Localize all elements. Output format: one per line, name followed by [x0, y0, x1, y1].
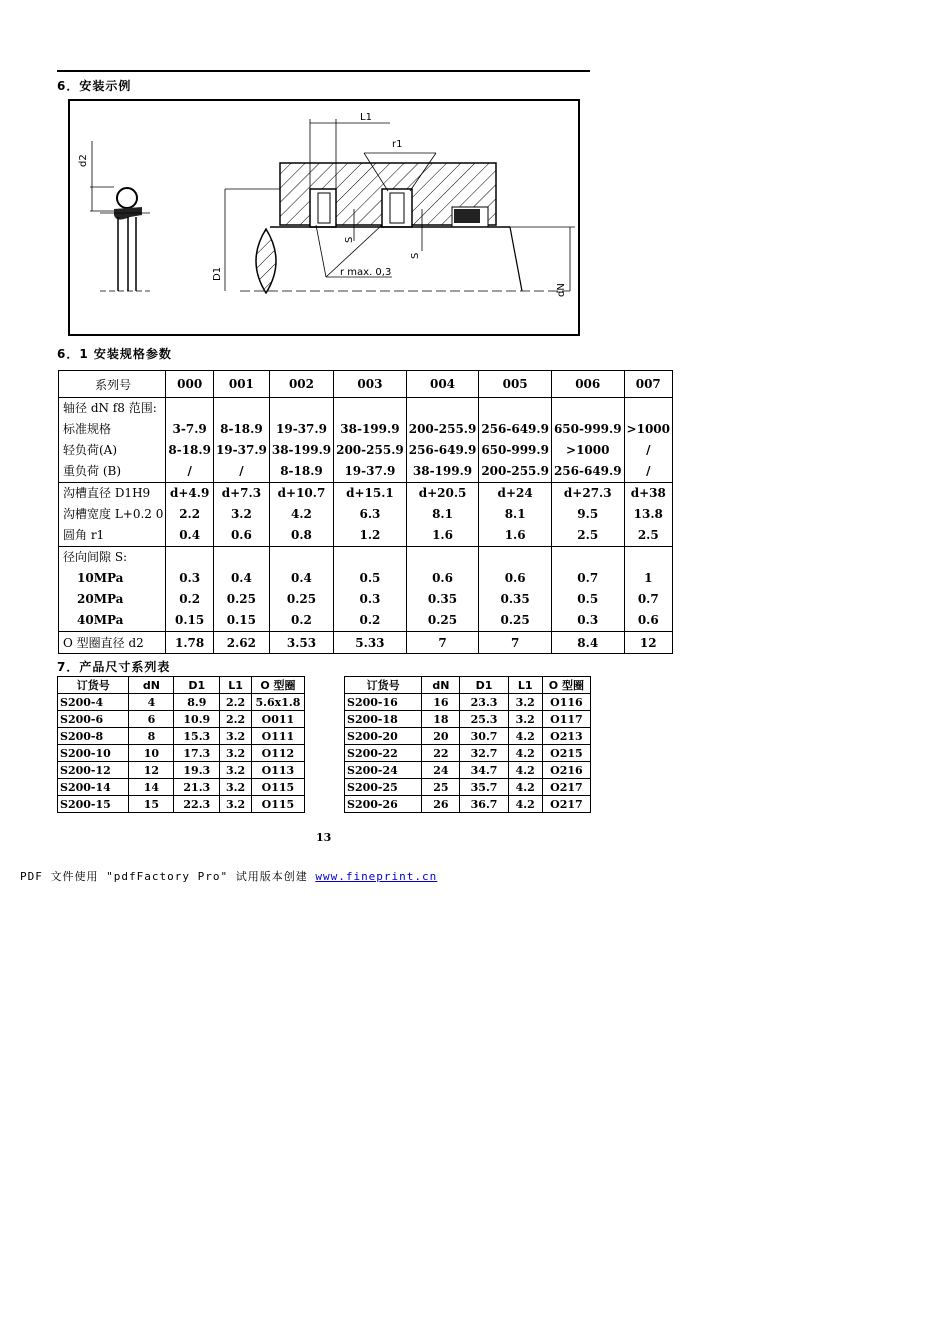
- product-table-right-body: [345, 694, 591, 813]
- row-label: 重负荷 (B): [63, 464, 121, 478]
- value-cell: d+4.9 2.2 0.4: [166, 483, 214, 547]
- header-cell: L1: [220, 677, 252, 694]
- header-cell: 004: [406, 371, 479, 398]
- row-label: 沟槽直径 D1H9: [63, 486, 151, 500]
- table-cell: 14: [129, 779, 174, 796]
- table-cell: O112: [251, 745, 304, 762]
- row-label: 40MPa: [77, 613, 124, 627]
- table-row: [58, 745, 305, 762]
- table-row: [345, 779, 591, 796]
- table-cell: S200-24: [345, 762, 422, 779]
- table-cell: S200-6: [58, 711, 129, 728]
- table-cell: 2.2: [220, 711, 252, 728]
- value-cell: 0.6 0.35 0.25: [479, 547, 552, 632]
- header-cell: 订货号: [58, 677, 129, 694]
- value-cell: 12: [624, 632, 672, 654]
- table-cell: 36.7: [460, 796, 508, 813]
- table-cell: 3.2: [508, 694, 542, 711]
- section-heading-install-spec: 6．1 安装规格参数: [57, 347, 172, 361]
- table-cell: 22: [422, 745, 460, 762]
- groove-row: [59, 483, 673, 547]
- product-header-row: [58, 677, 305, 694]
- value-cell: 8-18.9 19-37.9 /: [213, 398, 269, 483]
- value-cell: 7: [479, 632, 552, 654]
- header-cell: O 型圈: [542, 677, 590, 694]
- row-label: 20MPa: [77, 592, 124, 606]
- value-cell: 200-255.9 256-649.9 38-199.9: [406, 398, 479, 483]
- value-cell: 0.4 0.25 0.2: [269, 547, 333, 632]
- label-rmax: r max. 0,3: [340, 267, 392, 278]
- header-cell: L1: [508, 677, 542, 694]
- table-cell: O216: [542, 762, 590, 779]
- value-cell: 7: [406, 632, 479, 654]
- table-cell: 10.9: [174, 711, 220, 728]
- shaft-range-title: 轴径 dN f8 范围:: [63, 401, 157, 415]
- table-cell: 24: [422, 762, 460, 779]
- value-cell: 256-649.9 650-999.9 200-255.9: [479, 398, 552, 483]
- value-cell: d+27.3 9.5 2.5: [551, 483, 624, 547]
- table-cell: 12: [129, 762, 174, 779]
- table-cell: 3.2: [508, 711, 542, 728]
- page-number: 13: [316, 831, 332, 844]
- value-cell: d+15.1 6.3 1.2: [334, 483, 407, 547]
- header-cell: dN: [422, 677, 460, 694]
- table-cell: O115: [251, 796, 304, 813]
- groove-labels: [59, 483, 166, 547]
- row-label: 标准规格: [63, 422, 112, 436]
- section-heading-product-sizes: 7．产品尺寸系列表: [57, 660, 171, 674]
- row-label: 轻负荷(A): [63, 443, 118, 457]
- table-cell: 30.7: [460, 728, 508, 745]
- table-cell: 3.2: [220, 779, 252, 796]
- top-rule: [57, 70, 590, 72]
- row-label: 沟槽宽度 L+0.2 0: [63, 507, 164, 521]
- value-cell: 0.6 0.35 0.25: [406, 547, 479, 632]
- table-cell: S200-8: [58, 728, 129, 745]
- installation-drawing: [68, 99, 580, 336]
- value-cell: 5.33: [334, 632, 407, 654]
- value-cell: 650-999.9 >1000 256-649.9: [551, 398, 624, 483]
- section-heading-install-example: 6．安装示例: [57, 79, 132, 93]
- value-cell: d+20.5 8.1 1.6: [406, 483, 479, 547]
- header-cell: 系列号: [59, 371, 166, 398]
- table-cell: S200-20: [345, 728, 422, 745]
- header-cell: D1: [460, 677, 508, 694]
- value-cell: 3-7.9 8-18.9 /: [166, 398, 214, 483]
- table-cell: 2.2: [220, 694, 252, 711]
- table-cell: O217: [542, 779, 590, 796]
- shaft-range-labels: [59, 398, 166, 483]
- table-cell: O217: [542, 796, 590, 813]
- table-cell: 15: [129, 796, 174, 813]
- table-cell: 35.7: [460, 779, 508, 796]
- table-cell: 4.2: [508, 728, 542, 745]
- label-dN: dN: [556, 283, 567, 297]
- table-row: [58, 796, 305, 813]
- table-cell: 4.2: [508, 745, 542, 762]
- header-cell: 002: [269, 371, 333, 398]
- clearance-row: [59, 547, 673, 632]
- table-row: [345, 762, 591, 779]
- table-cell: O011: [251, 711, 304, 728]
- oring-row: [59, 632, 673, 654]
- product-table-left: [57, 676, 305, 813]
- table-cell: 10: [129, 745, 174, 762]
- value-cell: 0.7 0.5 0.3: [551, 547, 624, 632]
- table-cell: 26: [422, 796, 460, 813]
- table-row: [58, 728, 305, 745]
- header-cell: 006: [551, 371, 624, 398]
- table-cell: 4.2: [508, 762, 542, 779]
- table-row: [345, 711, 591, 728]
- table-cell: 20: [422, 728, 460, 745]
- table-cell: O111: [251, 728, 304, 745]
- table-row: [345, 745, 591, 762]
- header-cell: dN: [129, 677, 174, 694]
- value-cell: d+38 13.8 2.5: [624, 483, 672, 547]
- table-cell: 34.7: [460, 762, 508, 779]
- spec-header-row: [59, 371, 673, 398]
- table-cell: S200-10: [58, 745, 129, 762]
- header-cell: 订货号: [345, 677, 422, 694]
- table-cell: O116: [542, 694, 590, 711]
- table-row: [345, 694, 591, 711]
- oring-cross-section: [78, 141, 150, 291]
- clearance-title: 径向间隙 S:: [63, 550, 128, 564]
- value-cell: d+7.3 3.2 0.6: [213, 483, 269, 547]
- value-cell: d+24 8.1 1.6: [479, 483, 552, 547]
- header-cell: 005: [479, 371, 552, 398]
- table-row: [58, 779, 305, 796]
- table-cell: 3.2: [220, 762, 252, 779]
- header-cell: 000: [166, 371, 214, 398]
- label-D1: D1: [212, 266, 223, 281]
- table-cell: O115: [251, 779, 304, 796]
- table-cell: S200-15: [58, 796, 129, 813]
- table-cell: 23.3: [460, 694, 508, 711]
- table-cell: S200-16: [345, 694, 422, 711]
- clearance-labels: [59, 547, 166, 632]
- housing-section: [280, 163, 496, 227]
- label-S-right: S: [410, 252, 421, 259]
- table-cell: 25.3: [460, 711, 508, 728]
- table-cell: S200-4: [58, 694, 129, 711]
- table-cell: 4.2: [508, 779, 542, 796]
- value-cell: 2.62: [213, 632, 269, 654]
- install-spec-table: [58, 370, 673, 654]
- installation-drawing-svg: [70, 101, 578, 334]
- value-cell: 8.4: [551, 632, 624, 654]
- table-cell: 6: [129, 711, 174, 728]
- value-cell: 1.78: [166, 632, 214, 654]
- table-cell: 3.2: [220, 745, 252, 762]
- table-cell: O113: [251, 762, 304, 779]
- value-cell: >1000 / /: [624, 398, 672, 483]
- label-L1: L1: [360, 112, 372, 123]
- table-cell: 25: [422, 779, 460, 796]
- table-cell: 19.3: [174, 762, 220, 779]
- footer: [20, 868, 437, 884]
- value-cell: 38-199.9 200-255.9 19-37.9: [334, 398, 407, 483]
- product-header-row: [345, 677, 591, 694]
- value-cell: 19-37.9 38-199.9 8-18.9: [269, 398, 333, 483]
- header-cell: D1: [174, 677, 220, 694]
- label-r1: r1: [392, 139, 403, 150]
- table-cell: 8: [129, 728, 174, 745]
- label-d2: d2: [78, 154, 89, 167]
- table-cell: O117: [542, 711, 590, 728]
- value-cell: 3.53: [269, 632, 333, 654]
- shaft-range-row: [59, 398, 673, 483]
- value-cell: 0.4 0.25 0.15: [213, 547, 269, 632]
- label-S-left: S: [344, 236, 355, 243]
- table-row: [58, 711, 305, 728]
- value-cell: 1 0.7 0.6: [624, 547, 672, 632]
- shaft: [240, 227, 570, 293]
- table-cell: 8.9: [174, 694, 220, 711]
- table-cell: 3.2: [220, 796, 252, 813]
- table-row: [58, 694, 305, 711]
- table-cell: 32.7: [460, 745, 508, 762]
- table-cell: S200-12: [58, 762, 129, 779]
- row-label: 10MPa: [77, 571, 124, 585]
- table-cell: 17.3: [174, 745, 220, 762]
- row-label: O 型圈直径 d2: [59, 632, 166, 654]
- table-cell: S200-18: [345, 711, 422, 728]
- header-cell: O 型圈: [251, 677, 304, 694]
- table-cell: 21.3: [174, 779, 220, 796]
- table-cell: 22.3: [174, 796, 220, 813]
- table-cell: O215: [542, 745, 590, 762]
- product-table-right: [344, 676, 591, 813]
- table-cell: 4.2: [508, 796, 542, 813]
- table-row: [345, 796, 591, 813]
- table-cell: O213: [542, 728, 590, 745]
- header-cell: 003: [334, 371, 407, 398]
- value-cell: d+10.7 4.2 0.8: [269, 483, 333, 547]
- table-row: [58, 762, 305, 779]
- product-table-left-body: [58, 694, 305, 813]
- value-cell: 0.5 0.3 0.2: [334, 547, 407, 632]
- table-cell: 16: [422, 694, 460, 711]
- table-cell: S200-22: [345, 745, 422, 762]
- table-cell: 15.3: [174, 728, 220, 745]
- table-cell: 18: [422, 711, 460, 728]
- table-row: [345, 728, 591, 745]
- table-cell: 3.2: [220, 728, 252, 745]
- table-cell: S200-26: [345, 796, 422, 813]
- table-cell: 5.6x1.8: [251, 694, 304, 711]
- header-cell: 001: [213, 371, 269, 398]
- footer-text: PDF 文件使用 "pdfFactory Pro" 试用版本创建: [20, 870, 316, 883]
- header-cell: 007: [624, 371, 672, 398]
- table-cell: S200-25: [345, 779, 422, 796]
- row-label: 圆角 r1: [63, 528, 105, 542]
- footer-link[interactable]: www.fineprint.cn: [315, 870, 438, 883]
- table-cell: 4: [129, 694, 174, 711]
- value-cell: 0.3 0.2 0.15: [166, 547, 214, 632]
- table-cell: S200-14: [58, 779, 129, 796]
